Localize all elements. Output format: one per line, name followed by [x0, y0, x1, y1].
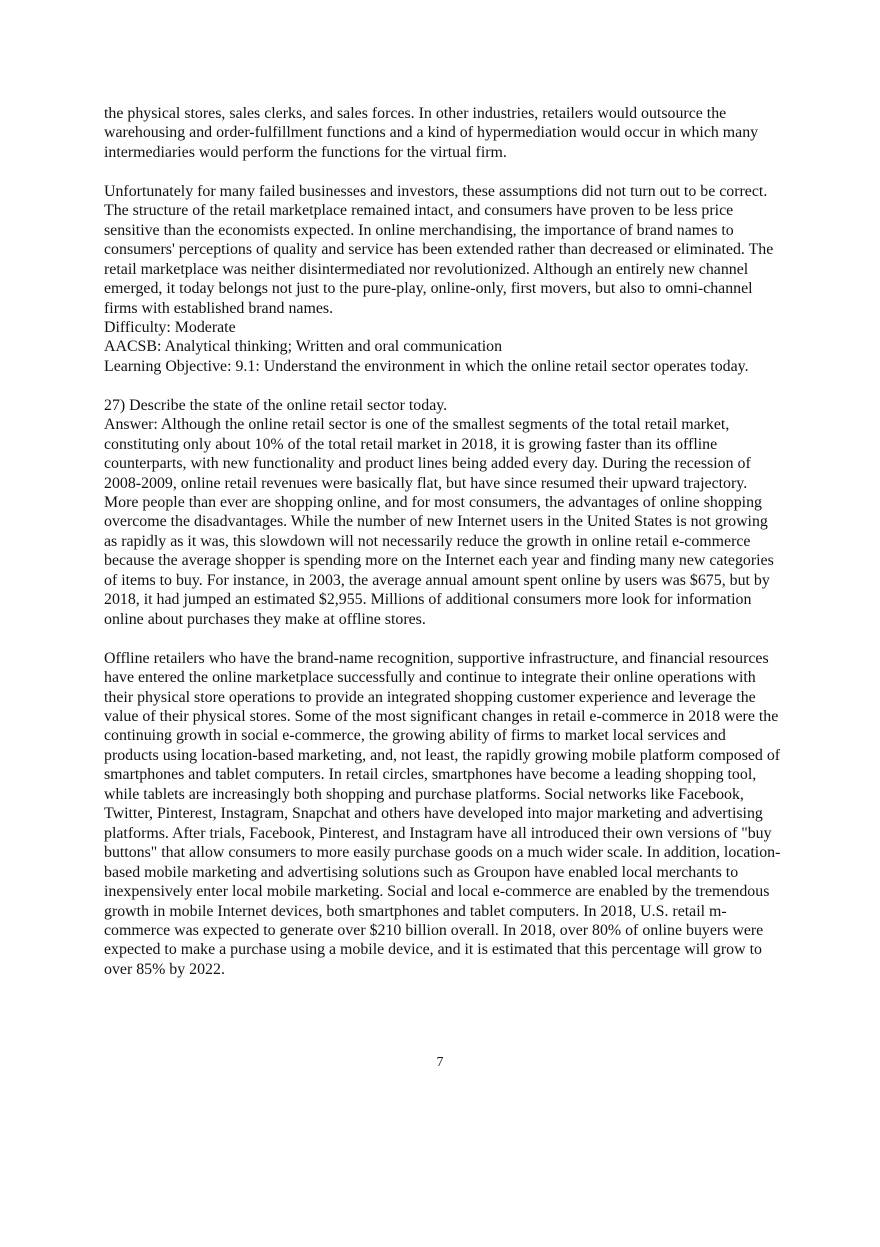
question-27: 27) Describe the state of the online retail sector today.: [104, 396, 448, 414]
paragraph-assumptions: Unfortunately for many failed businesses and investors, these assumptions did not turn out to be correct. The structure of the retail marketplace remained intact, and consumers have proven to be less price sensitive than the economists expected. In online merchandising, the importance of brand names to consumers' perceptions of quality and service has been extended rather than decreased or eliminated. The retail marketplace was neither disintermediated nor revolutionized. Although an entirely new channel emerged, it today belongs not just to the pure-play, online-only, first movers, but also to omni-channel firms with established brand names.: [104, 182, 774, 317]
page-number: 7: [436, 1054, 444, 1069]
learning-objective-line: Learning Objective: 9.1: Understand the environment in which the online retail sector operates today.: [104, 357, 749, 375]
answer-paragraph-2: Offline retailers who have the brand-name recognition, supportive infrastructure, and financial resources have entered the online marketplace successfully and continue to integrate their online operations with their physical store operations to provide an integrated shopping customer experience and leverage the value of their physical stores. Some of the most significant changes in retail e-commerce in 2018 were the continuing growth in social e-commerce, the growing ability of firms to market local services and products using location-based marketing, and, not least, the rapidly growing mobile platform composed of smartphones and tablet computers. In retail circles, smartphones have become a leading shopping tool, while tablets are increasingly both shopping and purchase platforms. Social networks like Facebook, Twitter, Pinterest, Instagram, Snapchat and others have developed into major marketing and advertising platforms. After trials, Facebook, Pinterest, and Instagram have all introduced their own versions of "buy buttons" that allow consumers to more easily purchase goods on a much wider scale. In addition, location-based mobile marketing and advertising solutions such as Groupon have enabled local merchants to inexpensively enter local mobile marketing. Social and local e-commerce are enabled by the tremendous growth in mobile Internet devices, both smartphones and tablet computers. In 2018, U.S. retail m-commerce was expected to generate over $210 billion overall. In 2018, over 80% of online buyers were expected to make a purchase using a mobile device, and it is estimated that this percentage will grow to over 85% by 2022.: [104, 649, 781, 978]
page-content: [104, 104, 784, 979]
aacsb-line: AACSB: Analytical thinking; Written and oral communication: [104, 338, 503, 356]
answer-paragraph-1: Answer: Although the online retail sector is one of the smallest segments of the total retail market, constituting only about 10% of the total retail market in 2018, it is growing faster than its offline counterparts, with new functionality and product lines being added every day. During the recession of 2008-2009, online retail revenues were basically flat, but have since resumed their upward trajectory. More people than ever are shopping online, and for most consumers, the advantages of online shopping overcome the disadvantages. While the number of new Internet users in the United States is not growing as rapidly as it was, this slowdown will not necessarily reduce the growth in online retail e-commerce because the average shopper is spending more on the Internet each year and finding many new categories of items to buy. For instance, in 2003, the average annual amount spent online by users was $675, but by 2018, it had jumped an estimated $2,955. Millions of additional consumers more look for information online about purchases they make at offline stores.: [104, 416, 774, 628]
paragraph-gap: [104, 162, 784, 181]
difficulty-line: Difficulty: Moderate: [104, 318, 236, 336]
paragraph-gap: [104, 376, 784, 395]
paragraph-gap: [104, 629, 784, 648]
paragraph-continuation: the physical stores, sales clerks, and sales forces. In other industries, retailers would outsource the warehousing and order-fulfillment functions and a kind of hypermediation would occur in which many intermediaries would perform the functions for the virtual firm.: [104, 105, 759, 161]
